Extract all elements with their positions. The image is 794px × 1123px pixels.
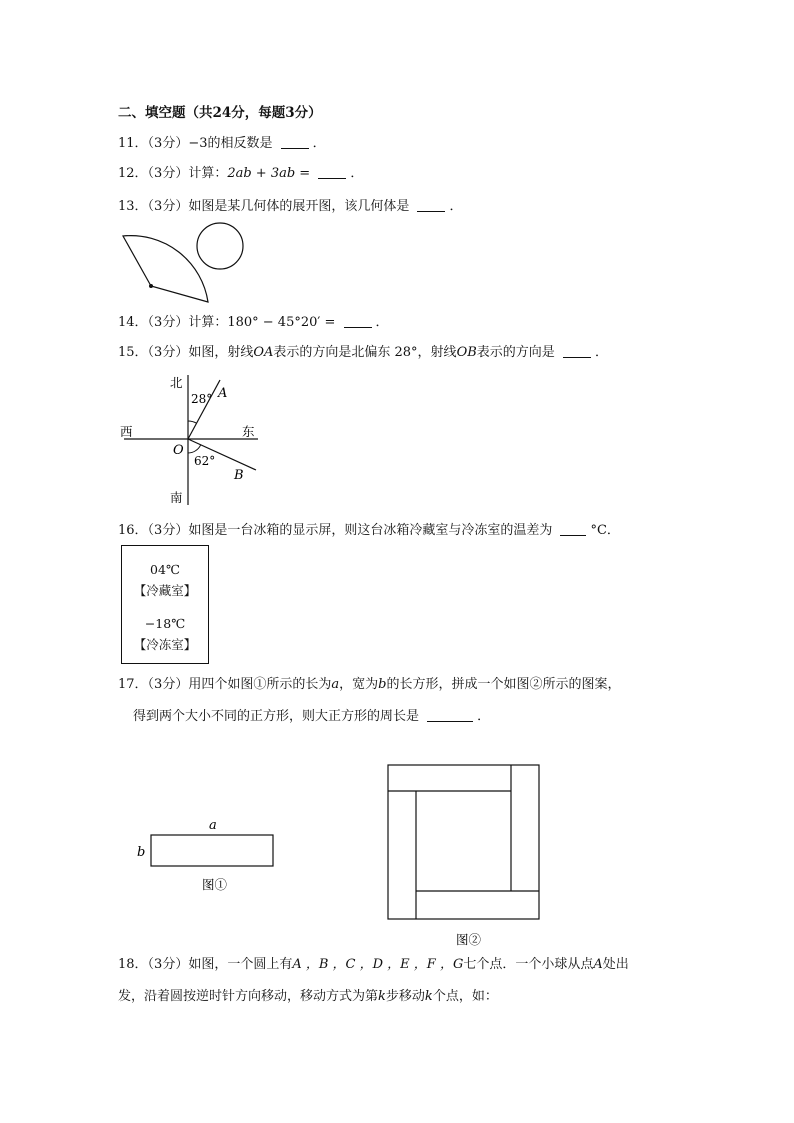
circle-shape	[197, 223, 243, 269]
label-b: B	[234, 468, 244, 483]
angle-label-28: 28°	[191, 392, 213, 406]
question-18-line-1: 18．（3分）如图，一个圆上有A ，B ，C ，D ，E ，F ，G七个点．一个小球从点A处出	[118, 957, 629, 972]
section-title: 二、填空题（共24分，每题3分）	[118, 105, 322, 121]
cone-net-figure	[118, 220, 248, 305]
answer-blank-13[interactable]	[417, 197, 445, 212]
question-14-expression: 180° − 45°20′ =	[227, 315, 336, 330]
label-north: 北	[170, 375, 183, 390]
sector-shape	[123, 236, 208, 302]
question-18-line-2: 发，沿着圆按逆时针方向移动，移动方式为第k步移动k个点，如：	[118, 989, 498, 1004]
question-16-text: 如图是一台冰箱的显示屏，则这台冰箱冷藏室与冷冻室的温差为	[188, 523, 553, 538]
small-square	[416, 791, 511, 891]
angle-arc-28	[188, 421, 197, 423]
label-east: 东	[242, 424, 255, 439]
label-b: b	[137, 845, 146, 860]
answer-blank-16[interactable]	[560, 521, 586, 536]
rectangle-ab	[151, 835, 273, 866]
answer-blank-17[interactable]	[427, 707, 473, 722]
fridge-temp-2: −18℃	[144, 616, 186, 631]
figure-2-squares	[380, 760, 548, 950]
answer-blank-12[interactable]	[318, 164, 346, 179]
label-a: a	[209, 818, 217, 833]
question-17-line-1: 17．（3分）用四个如图①所示的长为a，宽为b的长方形，拼成一个如图②所示的图案，	[118, 677, 621, 692]
fridge-temp-1: 04℃	[150, 562, 180, 577]
label-a: A	[218, 386, 228, 401]
direction-figure	[110, 370, 270, 510]
label-west: 西	[120, 424, 133, 439]
answer-blank-11[interactable]	[281, 134, 309, 149]
question-11-text: −3的相反数是	[188, 136, 273, 151]
question-17-line-2: 得到两个大小不同的正方形，则大正方形的周长是 ．	[133, 709, 491, 724]
label-o: O	[173, 443, 184, 458]
question-14: 14．（3分）计算：180° − 45°20′ = ．	[118, 315, 389, 330]
question-11: 11．（3分）−3的相反数是 ．	[118, 136, 326, 151]
fridge-label-2: 【冷冻室】	[133, 637, 197, 652]
question-13: 13．（3分）如图是某几何体的展开图，该几何体是 ．	[118, 199, 463, 214]
figure-2-caption: 图②	[456, 932, 482, 947]
answer-blank-14[interactable]	[344, 313, 372, 328]
question-12-expression: 2ab + 3ab =	[227, 166, 311, 181]
fridge-display	[121, 545, 209, 664]
question-12: 12．（3分）计算：2ab + 3ab = ．	[118, 166, 364, 181]
sector-vertex-dot	[149, 284, 153, 288]
label-south: 南	[170, 490, 183, 505]
question-13-text: 如图是某几何体的展开图，该几何体是	[188, 199, 410, 214]
ray-oa	[188, 380, 220, 439]
fridge-label-1: 【冷藏室】	[133, 583, 197, 598]
question-16: 16．（3分）如图是一台冰箱的显示屏，则这台冰箱冷藏室与冷冻室的温差为 °C．	[118, 523, 620, 538]
figure-1-caption: 图①	[202, 877, 228, 892]
angle-label-62: 62°	[194, 454, 216, 468]
big-square	[388, 765, 539, 919]
question-15: 15．（3分）如图，射线OA表示的方向是北偏东 28°，射线OB表示的方向是 ．	[118, 345, 608, 360]
angle-arc-62	[188, 445, 201, 453]
figure-1-rectangle	[132, 813, 282, 898]
answer-blank-15[interactable]	[563, 343, 591, 358]
